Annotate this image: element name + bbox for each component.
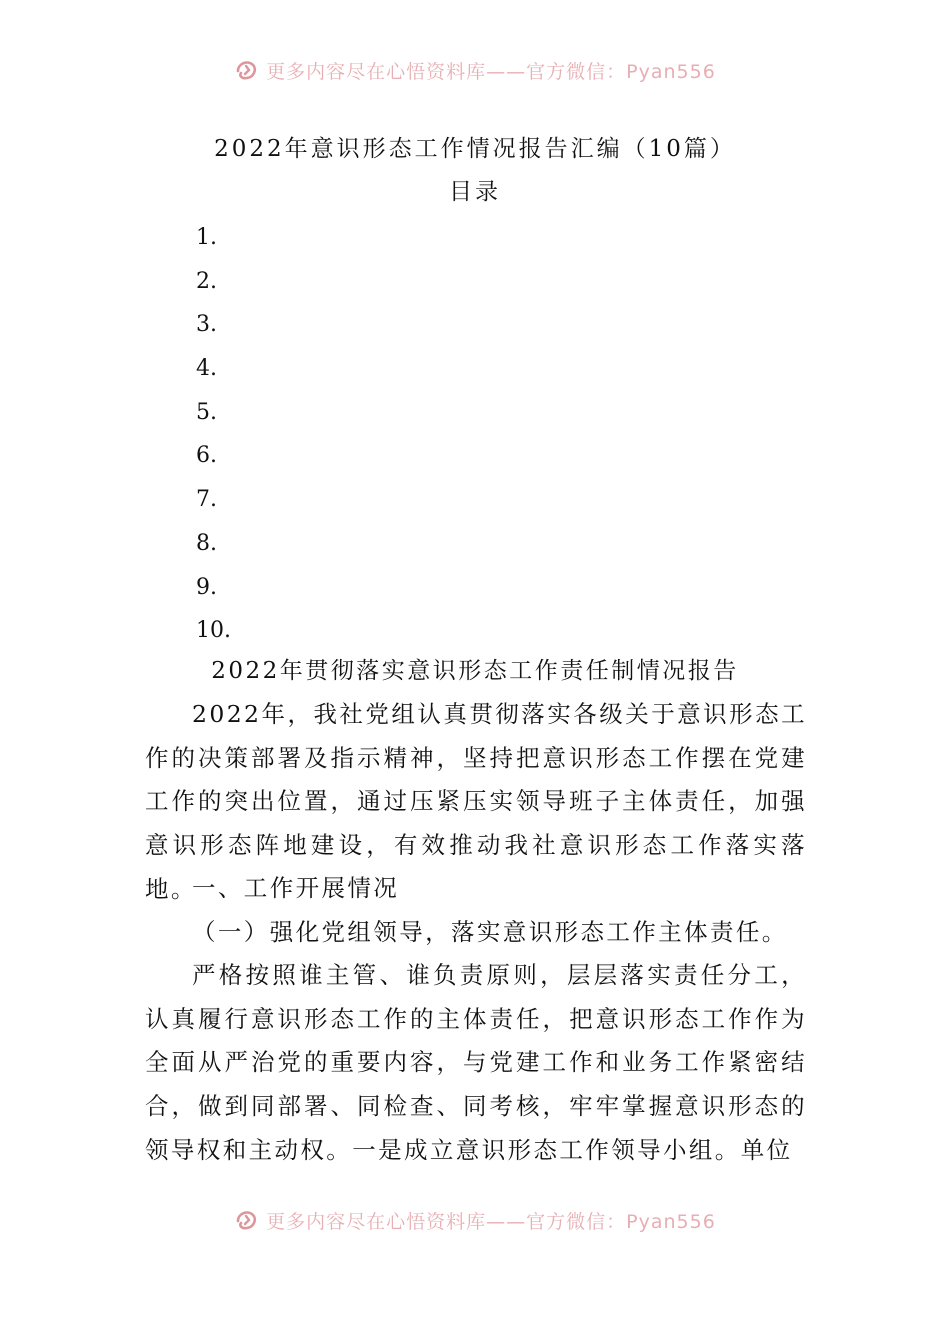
- table-of-contents: [196, 216, 231, 653]
- toc-item[interactable]: 4.: [196, 356, 217, 382]
- toc-item[interactable]: 8.: [196, 530, 217, 556]
- subheading-party-leadership: （一）强化党组领导，落实意识形态工作主体责任。: [192, 918, 788, 946]
- watermark-top: [0, 55, 950, 85]
- toc-item[interactable]: 1.: [196, 225, 217, 250]
- heading-work-status: 一、工作开展情况: [192, 874, 400, 902]
- intro-paragraph: 2022年，我社党组认真贯彻落实各级关于意识形态工作的决策部署及指示精神，坚持把意识形态工作摆在党建工作的突出位置，通过压紧压实领导班子主体责任，加强意识形态阵地建设，有效推动我社意识形态工作落实落地。: [145, 700, 807, 903]
- watermark-bottom: [0, 1205, 950, 1235]
- section-title: 2022年贯彻落实意识形态工作责任制情况报告: [211, 658, 739, 684]
- toc-item[interactable]: 6.: [196, 443, 217, 469]
- watermark-text: 更多内容尽在心悟资料库——官方微信：Pyan556: [266, 60, 716, 83]
- toc-item[interactable]: 7.: [196, 487, 217, 513]
- body-paragraph: 严格按照谁主管、谁负责原则，层层落实责任分工，认真履行意识形态工作的主体责任，把意识形态工作作为全面从严治党的重要内容，与党建工作和业务工作紧密结合，做到同部署、同检查、同考核，牢牢掌握意识形态的领导权和主动权。一是成立意识形态工作领导小组。单位: [145, 961, 807, 1164]
- toc-item[interactable]: 5.: [196, 399, 217, 425]
- toc-item[interactable]: 2.: [196, 268, 217, 294]
- logo-icon: [234, 1207, 260, 1233]
- logo-icon: [234, 57, 260, 83]
- watermark-text: 更多内容尽在心悟资料库——官方微信：Pyan556: [266, 1210, 716, 1233]
- toc-item[interactable]: 9.: [196, 574, 217, 600]
- toc-heading: 目录: [449, 179, 501, 205]
- document-title: 2022年意识形态工作情况报告汇编（10篇）: [214, 136, 736, 162]
- toc-item[interactable]: 3.: [196, 312, 217, 338]
- toc-item[interactable]: 10.: [196, 618, 231, 644]
